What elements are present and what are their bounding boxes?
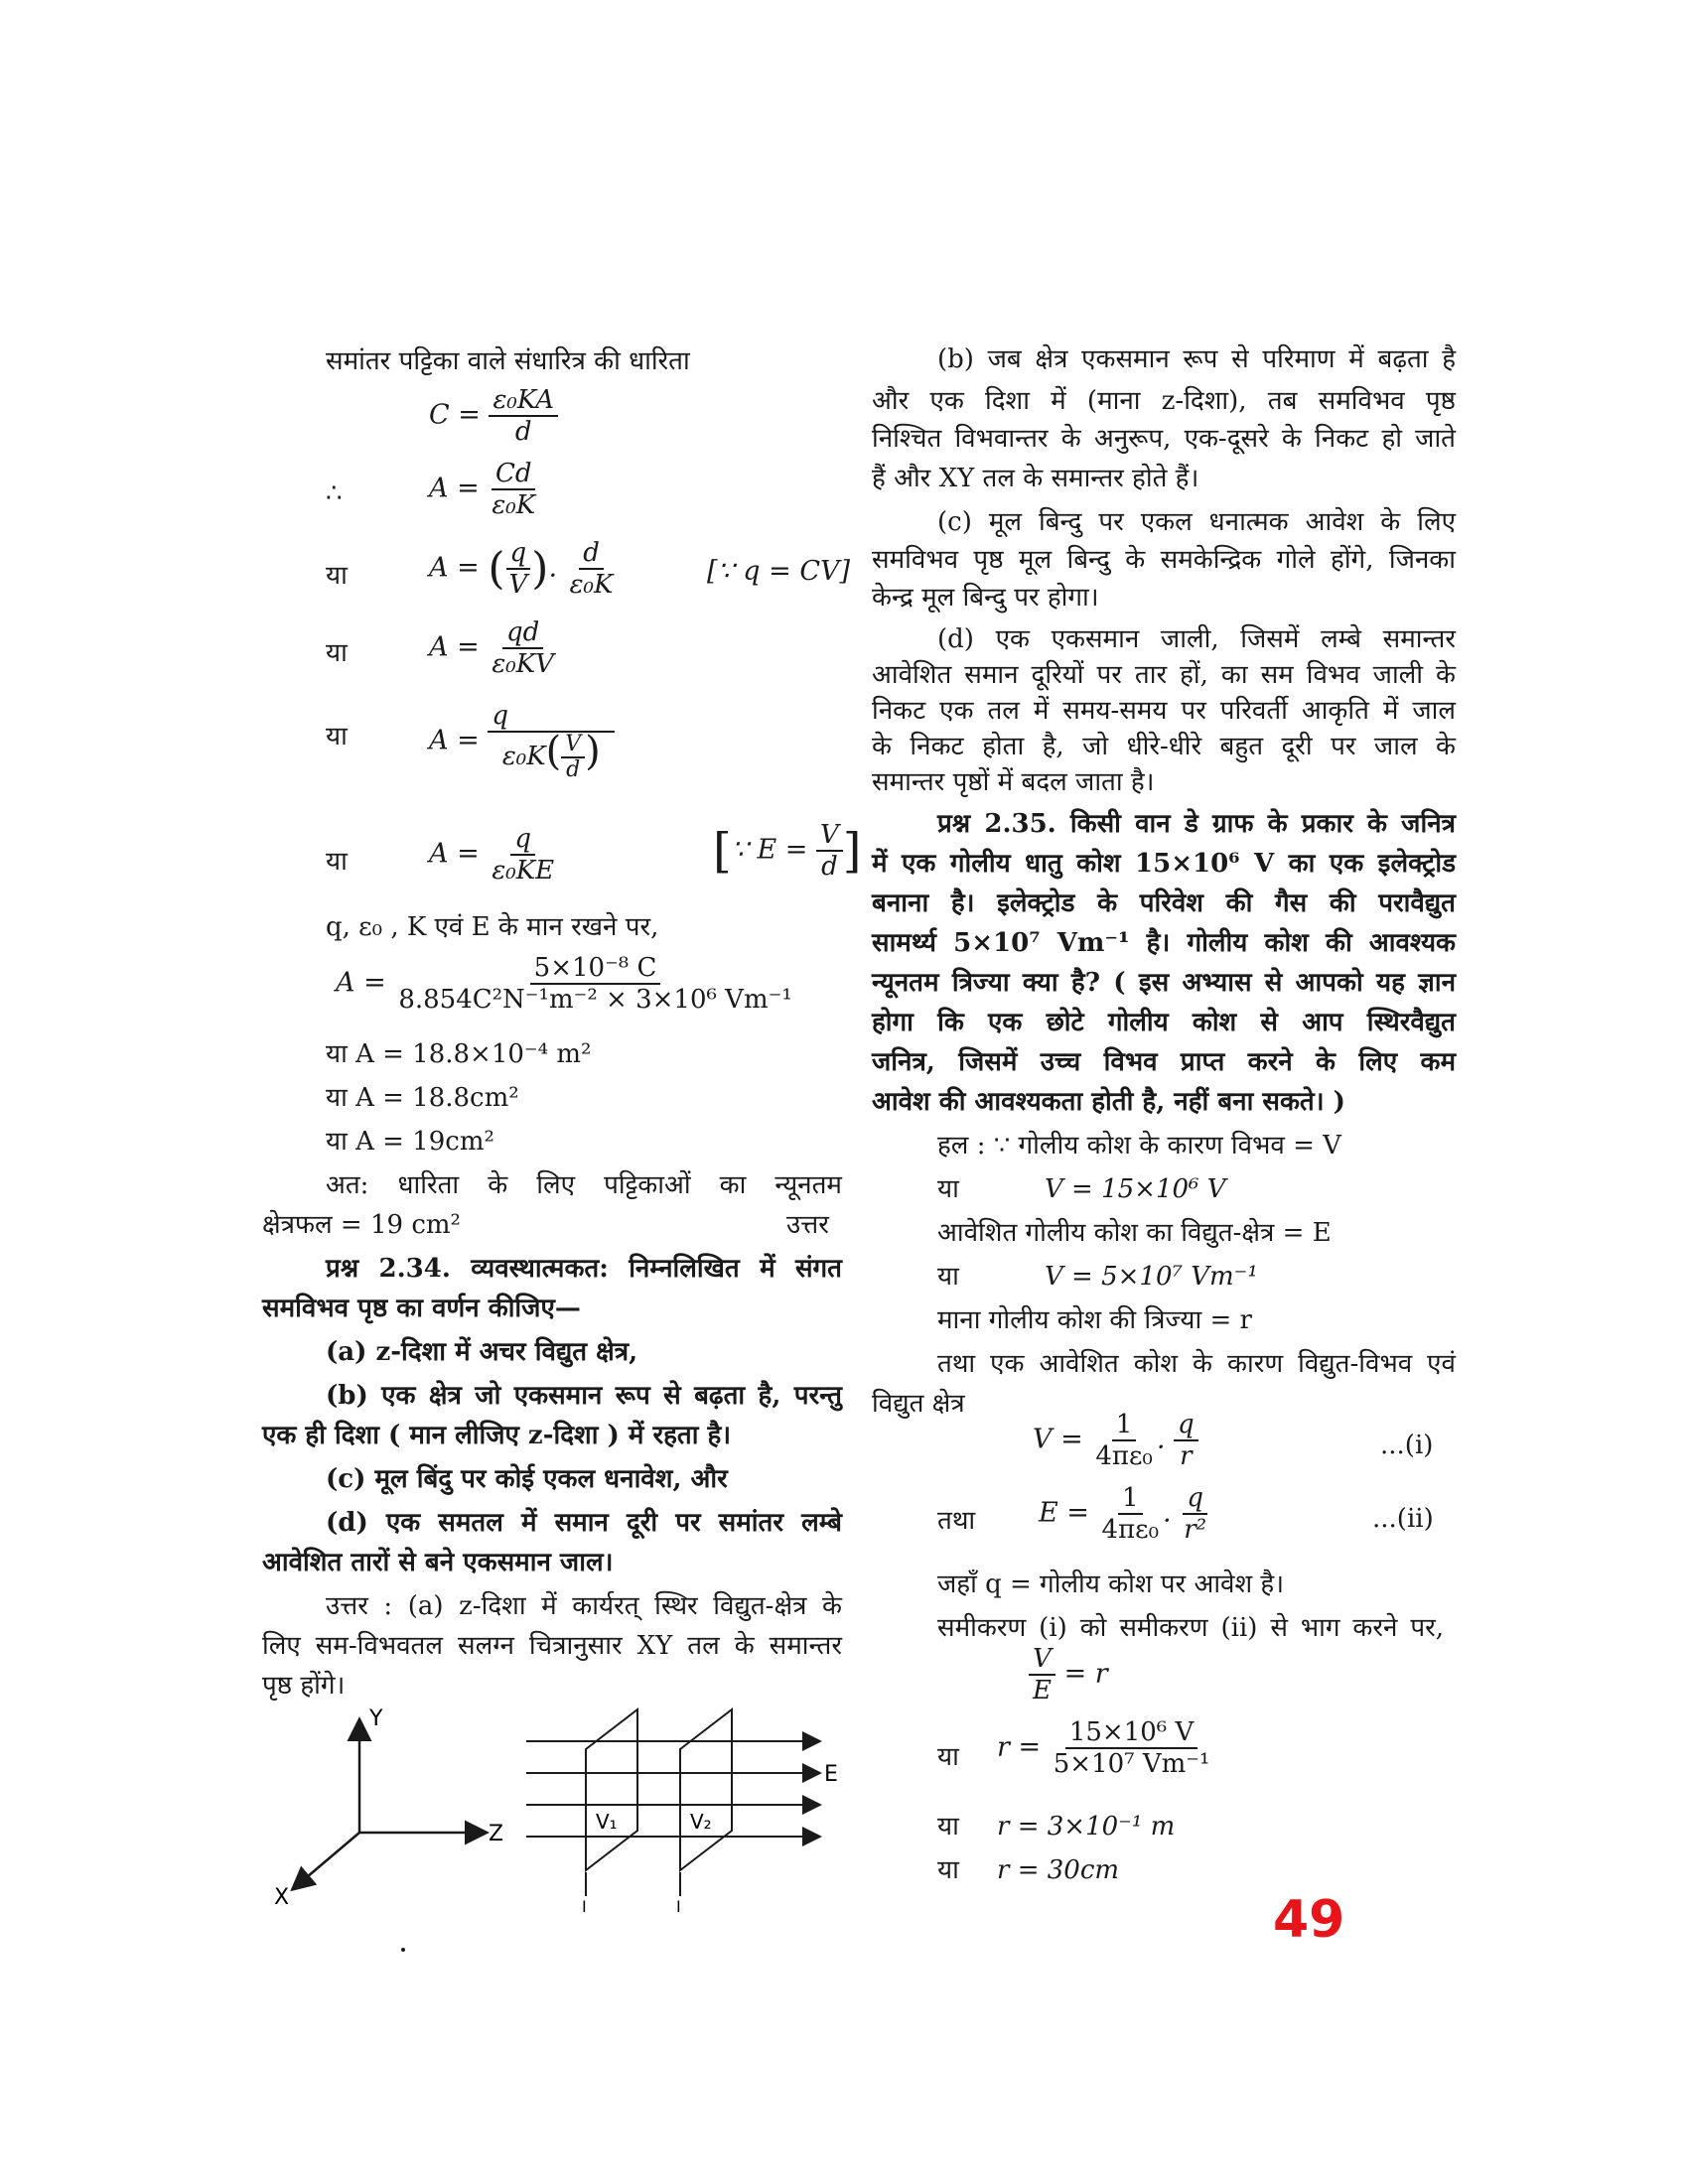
eq-lhs: A = [429,725,480,756]
denominator: r² [1184,1515,1207,1545]
tatha-label: तथा [937,1506,976,1536]
denominator: 8.854C²N⁻¹m⁻² × 3×10⁶ Vm⁻¹ [398,985,792,1015]
solution-line-2: V = 15×10⁶ V [1045,1174,1226,1204]
ya-label: या [937,1262,959,1292]
numerator: V [561,733,585,758]
denominator: E [1033,1676,1052,1706]
question-2-34-b-line-1: (b) एक क्षेत्र जो एकसमान रूप से बढ़ता है, परन्तु [326,1381,842,1411]
numerator: d [579,538,604,570]
answer-line-3: पृष्ठ होंगे। [262,1671,346,1701]
eq-lhs: A = [429,552,480,584]
stray-dot [401,1948,405,1952]
answer-d-line-3: निकट एक तल में समय-समय पर परिवर्ती आकृति में जाल [872,696,1456,726]
question-2-34-d-line-1: (d) एक समतल में समान दूरी पर समांतर लम्बे [326,1508,842,1538]
ya-label: या [937,1742,959,1772]
answer-d-line-5: समान्तर पृष्ठों में बदल जाता है। [872,767,1155,797]
question-2-34-d-line-2: आवेशित तारों से बने एकसमान जाल। [262,1548,614,1577]
note-q-cv: [∵ q = CV] [707,556,851,587]
answer-line-2: लिए सम-विभवतल सलग्न चित्रानुसार XY तल के समान्तर [262,1631,842,1661]
numerator: q [1183,1483,1207,1515]
x-axis-label: X [274,1885,290,1910]
v2-label: V₂ [690,1810,712,1834]
where-line: जहाँ q = गोलीय कोश पर आवेश है। [937,1570,1285,1599]
equation-substituted [336,953,796,1015]
question-2-35-line-4: सामर्थ्य 5×10⁷ Vm⁻¹ है। गोलीय कोश की आवश्यक [872,928,1456,958]
eq-lhs: V = [1033,1424,1083,1455]
answer-label: उत्तर [786,1210,829,1240]
fraction [488,617,558,679]
equipotential-diagram [268,1702,864,1920]
equation-c [429,385,558,447]
answer-c-line-1: (c) मूल बिन्दु पर एकल धनात्मक आवेश के लिए [937,507,1456,537]
answer-b-line-3: निश्चित विभवान्तर के अनुरूप, एक-दूसरे के निकट हो जाते [872,424,1456,454]
equation-v: V = $\frac{1}{\text{4πε₀}}$ . $\frac{q}{r}$ [1033,1410,1198,1471]
result-line-1: या A = 18.8×10⁻⁴ m² [326,1039,592,1069]
numerator: V [816,820,843,852]
solution-line-5: माना गोलीय कोश की त्रिज्या = r [937,1305,1252,1335]
question-2-35-line-6: होगा कि एक छोटे गोलीय कोश से आप स्थिरवैद्युत [872,1008,1456,1037]
eq-rhs: = r [1063,1658,1108,1690]
substitution-line: q, ε₀ , K एवं E के मान रखने पर, [326,912,659,942]
ya-label: या [937,1855,959,1885]
denominator: r [1180,1441,1193,1471]
ya-label: या [937,1174,959,1204]
numerator: Cd [492,459,536,490]
solution-line-1: हल : ∵ गोलीय कोश के कारण विभव = V [937,1131,1341,1160]
numerator: ε₀KA [489,385,558,417]
intro-line: समांतर पट्टिका वाले संधारित्र की धारिता [326,346,690,376]
fraction [1050,1717,1214,1779]
denominator: d [514,417,532,447]
solution-line-4: V = 5×10⁷ Vm⁻¹ [1045,1262,1258,1292]
answer-b-line-1: (b) जब क्षेत्र एकसमान रूप से परिमाण में बढ़ता है [937,344,1456,374]
question-2-34-b-line-2: एक ही दिशा ( मान लीजिए z-दिशा ) में रहता है। [262,1421,732,1450]
plane-v2 [680,1709,732,1870]
fraction [394,953,795,1015]
note-lhs: ∵ E = [731,834,808,866]
answer-d-line-2: आवेशित समान दूरियों पर तार हों, का सम विभव जाली के [872,660,1456,690]
denominator: ε₀KV [492,649,554,679]
z-axis-label: Z [489,1822,504,1846]
fraction [488,824,558,886]
numerator: q [488,701,615,733]
ya-label: या [326,638,348,668]
eq-lhs: A = [429,473,480,504]
question-2-35-line-8: आवेश की आवश्यकता होती है, नहीं बना सकते। ) [872,1087,1345,1117]
solution-line-3: आवेशित गोलीय कोश का विद्युत-क्षेत्र = E [937,1218,1332,1248]
denominator: ε₀KE [492,856,555,886]
answer-d-line-4: के निकट होता है, जो धीरे-धीरे बहुत दूरी पर जाल के [872,732,1456,761]
fraction-2 [1180,1483,1210,1545]
ya-label: या [326,561,348,591]
conclusion-line-1: अत: धारिता के लिए पट्टिकाओं का न्यूनतम [326,1170,842,1200]
solution-line-6: तथा एक आवेशित कोश के कारण विद्युत-विभव एवं [937,1349,1456,1379]
answer-b-line-2: और एक दिशा में (माना z-दिशा), तब समविभव पृष्ठ [872,386,1456,416]
fraction [489,385,558,447]
eq-lhs: C = [429,399,481,431]
numerator: qd [502,617,543,649]
denominator: 4πε₀ [1095,1441,1153,1471]
fraction-d [566,538,618,600]
equation-a5 [429,824,558,886]
numerator: V [1029,1644,1055,1676]
numerator: 1 [1118,1483,1143,1515]
fraction [816,820,843,882]
numerator: q [506,538,531,570]
denominator: ε₀K( $\frac{V}{d}$ ) [501,729,601,782]
fraction [488,459,539,520]
field-lines [526,1741,818,1837]
conclusion-line-2: क्षेत्रफल = 19 cm² [262,1210,461,1240]
result-r2: r = 3×10⁻¹ m [997,1812,1176,1842]
eq-lhs: A = [429,838,480,870]
plane-v1 [586,1709,637,1870]
planes [586,1709,732,1896]
denominator: 4πε₀ [1101,1515,1160,1545]
fraction-2 [1174,1410,1198,1471]
equation-a1 [429,459,539,520]
answer-b-line-4: हैं और XY तल के समान्तर होते हैं। [872,464,1199,493]
numerator: q [1174,1410,1198,1441]
divide-line: समीकरण (i) को समीकरण (ii) से भाग करने पर, [937,1613,1444,1643]
result-line-3: या A = 19cm² [326,1127,494,1157]
answer-c-line-3: केन्द्र मूल बिन्दु पर होगा। [872,583,1099,613]
equation-ratio [1029,1644,1108,1706]
question-2-35-line-7: जनित्र, जिसमें उच्च विभव प्राप्त करने के लिए कम [872,1047,1456,1077]
x-axis [294,1833,359,1888]
equation-tag-ii: ...(ii) [1372,1504,1434,1534]
answer-c-line-2: समविभव पृष्ठ मूल बिन्दु के समकेन्द्रिक गोले होंगे, जिनका [872,545,1456,575]
question-2-35-line-5: न्यूनतम त्रिज्या क्या है? ( इस अभ्यास से आपको यह ज्ञान [872,968,1456,998]
ya-label: या [937,1812,959,1842]
denominator: V [508,570,528,600]
fraction [1029,1644,1055,1706]
eq-lhs: A = [336,967,386,999]
equation-a3 [429,617,558,679]
equation-a2: A = ( $\frac{q}{V}$ ). $\frac{d}{\text{ε₀K}}$ [429,538,617,600]
y-axis-label: Y [369,1706,383,1731]
therefore-symbol: ∴ [326,478,343,508]
axes [294,1721,485,1888]
question-2-35-line-1: प्रश्न 2.35. किसी वान डे ग्राफ के प्रकार के जनित्र [937,809,1456,839]
numerator: q [510,824,535,856]
denominator: 5×10⁷ Vm⁻¹ [1053,1749,1210,1779]
question-2-34-c: (c) मूल बिंदु पर कोई एकल धनावेश, और [326,1464,728,1494]
result-r3: r = 30cm [997,1855,1120,1885]
question-2-35-line-2: में एक गोलीय धातु कोश 15×10⁶ V का एक इलेक्ट्रोड [872,849,1456,879]
question-2-34-a: (a) z-दिशा में अचर विद्युत क्षेत्र, [326,1337,638,1367]
fraction-1 [1091,1410,1157,1471]
numerator: 5×10⁻⁸ C [530,953,661,985]
denominator: d [566,757,581,782]
fraction [488,701,615,782]
tick-label: I [582,1897,587,1916]
eq-lhs: A = [429,631,480,663]
denominator: ε₀K [492,490,536,520]
note-e-v-d: [∵ E = $\frac{V}{d}$ ] [713,820,862,882]
question-2-35-line-3: बनाना है। इलेक्ट्रोड के परिवेश की गैस की परावैद्युत [872,888,1456,918]
fraction-q-v [504,538,531,600]
answer-line-1: उत्तर : (a) z-दिशा में कार्यरत् स्थिर विद्युत-क्षेत्र के [326,1591,842,1621]
denominator: d [821,852,838,882]
eq-lhs: E = [1039,1497,1089,1529]
equation-r1 [997,1717,1213,1779]
numerator: 1 [1112,1410,1137,1441]
fraction-1 [1098,1483,1164,1545]
v1-label: V₁ [596,1810,618,1834]
numerator: 15×10⁶ V [1065,1717,1197,1749]
field-label: E [824,1762,838,1787]
tick-label: I [676,1897,681,1916]
question-2-34-line-2: समविभव पृष्ठ का वर्णन कीजिए— [262,1294,581,1323]
denominator: ε₀K [569,570,614,600]
question-2-34-line-1: प्रश्न 2.34. व्यवस्थात्मकत: निम्नलिखित में संगत [326,1254,842,1284]
answer-d-line-1: (d) एक एकसमान जाली, जिसमें लम्बे समान्तर [937,624,1456,654]
equation-tag-i: ...(i) [1380,1431,1434,1460]
eq-lhs: r = [997,1731,1042,1763]
result-line-2: या A = 18.8cm² [326,1083,519,1113]
solution-line-7: विद्युत क्षेत्र [872,1389,965,1419]
denominator-text: ε₀K [501,742,546,771]
ya-label: या [326,847,348,877]
inner-fraction [561,733,585,782]
equation-e: E = $\frac{1}{\text{4πε₀}}$ . $\frac{q}{\text{r²}}$ [1039,1483,1210,1545]
page-number: 49 [1273,1890,1345,1950]
ya-label: या [326,722,348,751]
equation-a4 [429,701,615,782]
